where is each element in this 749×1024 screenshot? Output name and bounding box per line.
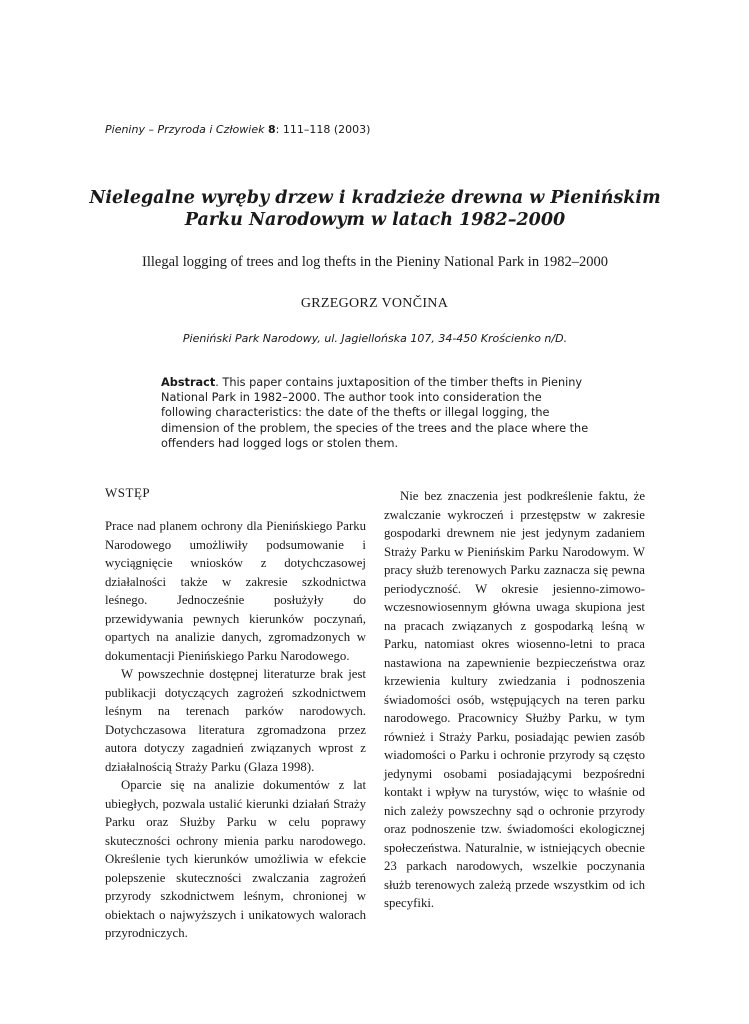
article-title-line-2: Parku Narodowym w latach 1982–2000	[184, 210, 566, 230]
english-title: Illegal logging of trees and log thefts in the Pieniny National Park in 1982–2000	[142, 254, 608, 270]
right-column	[384, 487, 645, 913]
section-heading: WSTĘP	[105, 485, 151, 500]
paragraph: W powszechnie dostępnej literaturze brak jest publikacji dotyczących zagrożeń szkodnictwem leśnym na terenach parków narodowych. Dotychczasowa literatura zgromadzona przez autora dotyczy zagadnień związanych wprost z działalnością Straży Parku (Glaza 1998).	[105, 667, 366, 774]
journal-name: Pieniny – Przyroda i Człowiek	[105, 123, 265, 136]
author-affiliation: Pieniński Park Narodowy, ul. Jagiellońska 107, 34-450 Krościenko n/D.	[182, 332, 568, 345]
paragraph: Prace nad planem ochrony dla Pienińskiego Parku Narodowego umożliwiły podsumowanie i wyciągnięcie wniosków z dotychczasowej działalności także w zakresie szkodnictwa leśnego. Jednocześnie posłużyły do przewidywania pewnych kierunków poczynań, opartych na analizie danych, zgromadzonych w dokumentacji Pienińskiego Parku Narodowego.	[105, 519, 366, 663]
paragraph: Oparcie się na analizie dokumentów z lat ubiegłych, pozwala ustalić kierunki działań Straży Parku oraz Służby Parku w celu poprawy skuteczności ochrony mienia parku narodowego. Określenie tych kierunków umożliwia w efekcie polepszenie skuteczności zwalczania zagrożeń przyrody szkodnictwem leśnym, chronionej w obiektach o najwyższych i unikatowych walorach przyrodniczych.	[105, 778, 366, 940]
abstract	[161, 375, 591, 451]
paragraph: Nie bez znaczenia jest podkreślenie faktu, że zwalczanie wykroczeń i przestępstw w zakresie gospodarki drewnem nie jest jedynym zadaniem Straży Parku w Pienińskim Parku Narodowym. W pracy służb terenowych Parku zaznacza się pewna periodyczność. W okresie jesienno-zimowo-wczesnowiosennym główna uwaga skupiona jest na pracach związanych z gospodarką leśną w Parku, natomiast okres wiosenno-letni to praca nastawiona na zapewnienie bezpieczeństwa oraz krzewienia kultury zwiedzania i podnoszenia świadomości osób, wstępujących na teren parku narodowego. Pracownicy Służby Parku, w tym również i Straży Parku, posiadając pewien zasób wiadomości o Parku i ochronie przyrody są często jedynymi osobami posiadającymi bezpośredni kontakt i wpływ na turystów, więc to właśnie od nich zależy powszechny sąd o ochronie przyrody oraz podnoszenie tzw. świadomości ekologicznej społeczeństwa. Naturalnie, w istniejących obecnie 23 parkach narodowych, wszelkie poczynania służb terenowych zależą przede wszystkim od ich specyfiki.	[384, 489, 645, 910]
abstract-text: . This paper contains juxtaposition of the timber thefts in Pieniny National Park in 1982–2000. The author took into consideration the following characteristics: the date of the thefts or illegal logging, the dimension of the problem, the species of the trees and the place where the offenders had logged logs or stolen them.	[161, 376, 589, 450]
article-title	[80, 187, 670, 231]
journal-pages: : 111–118 (2003)	[275, 123, 371, 136]
abstract-label: Abstract	[161, 376, 216, 389]
author-name: GRZEGORZ VONČINA	[300, 296, 449, 311]
journal-volume: 8	[267, 123, 276, 136]
article-title-line-1: Nielegalne wyręby drzew i kradzieże drewna w Pienińskim	[89, 188, 661, 208]
journal-citation	[105, 123, 370, 136]
left-column	[105, 517, 366, 943]
